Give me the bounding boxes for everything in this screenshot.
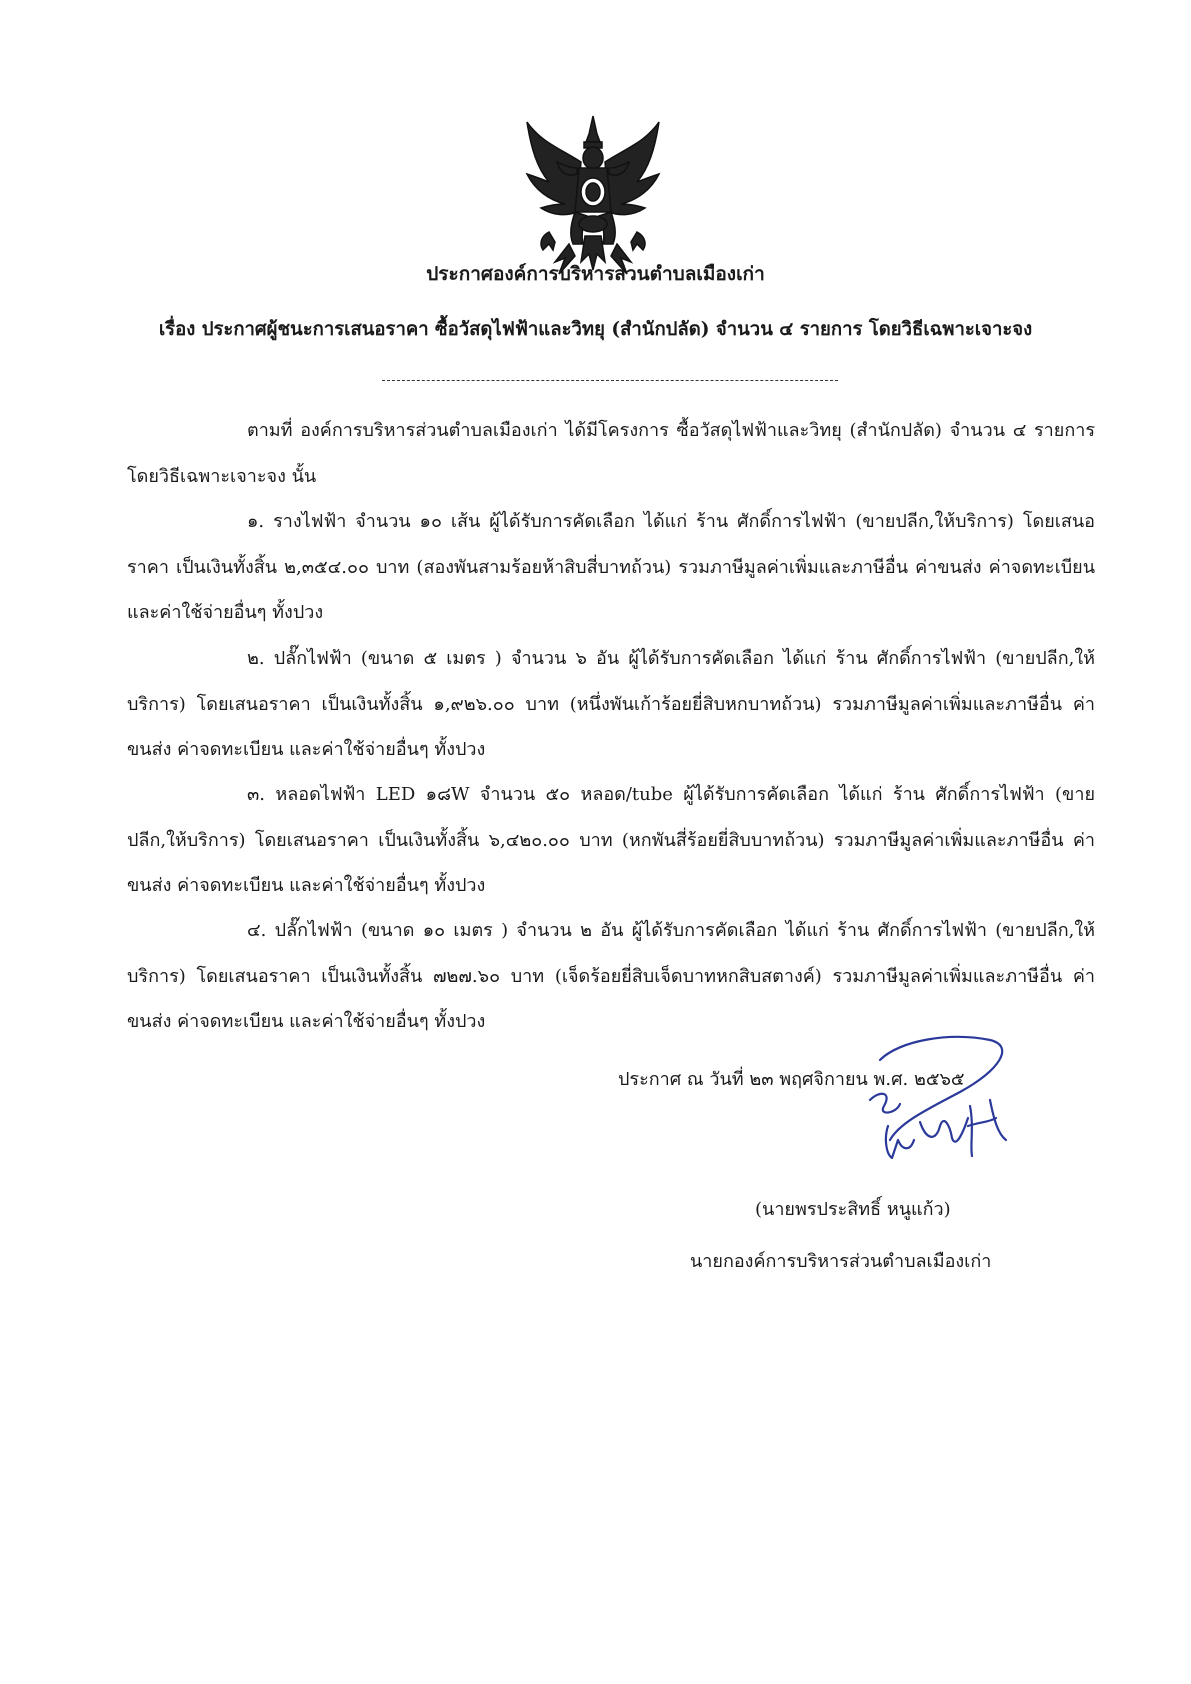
item-1-paragraph: ๑. รางไฟฟ้า จำนวน ๑๐ เส้น ผู้ได้รับการคัดเลือก ได้แก่ ร้าน ศักดิ์การไฟฟ้า (ขายปลีก,ให้บริการ) โดยเสนอราคา เป็นเงินทั้งสิ้น ๒,๓๕๔.๐๐ บาท (สองพันสามร้อยห้าสิบสี่บาทถ้วน) รวมภาษีมูลค่าเพิ่มและภาษีอื่น ค่าขนส่ง ค่าจดทะเบียน และค่าใช้จ่ายอื่นๆ ทั้งปวง [127,511,1095,623]
signer-name: (นายพรประสิทธิ์ หนูแก้ว) [755,1199,951,1220]
item-4-paragraph: ๔. ปลั๊กไฟฟ้า (ขนาด ๑๐ เมตร ) จำนวน ๒ อัน ผู้ได้รับการคัดเลือก ได้แก่ ร้าน ศักดิ์การไฟฟ้า (ขายปลีก,ให้บริการ) โดยเสนอราคา เป็นเงินทั้งสิ้น ๗๒๗.๖๐ บาท (เจ็ดร้อยยี่สิบเจ็ดบาทหกสิบสตางค์) รวมภาษีมูลค่าเพิ่มและภาษีอื่น ค่าขนส่ง ค่าจดทะเบียน และค่าใช้จ่ายอื่นๆ ทั้งปวง [127,920,1095,1032]
announce-date: ประกาศ ณ วันที่ ๒๓ พฤศจิกายน พ.ศ. ๒๕๖๕ [618,1069,965,1090]
signer-position: นายกองค์การบริหารส่วนตำบลเมืองเก่า [690,1251,992,1272]
handwritten-signature-icon [840,1030,1035,1180]
intro-paragraph: ตามที่ องค์การบริหารส่วนตำบลเมืองเก่า ได้มีโครงการ ซื้อวัสดุไฟฟ้าและวิทยุ (สำนักปลัด) จำนวน ๔ รายการ โดยวิธีเฉพาะเจาะจง นั้น [127,420,1095,487]
garuda-emblem-icon [519,112,667,280]
item-2-paragraph: ๒. ปลั๊กไฟฟ้า (ขนาด ๕ เมตร ) จำนวน ๖ อัน ผู้ได้รับการคัดเลือก ได้แก่ ร้าน ศักดิ์การไฟฟ้า (ขายปลีก,ให้บริการ) โดยเสนอราคา เป็นเงินทั้งสิ้น ๑,๙๒๖.๐๐ บาท (หนึ่งพันเก้าร้อยยี่สิบหกบาทถ้วน) รวมภาษีมูลค่าเพิ่มและภาษีอื่น ค่าขนส่ง ค่าจดทะเบียน และค่าใช้จ่ายอื่นๆ ทั้งปวง [127,648,1095,760]
announcement-title: ประกาศองค์การบริหารส่วนตำบลเมืองเก่า [426,263,765,285]
item-3-paragraph: ๓. หลอดไฟฟ้า LED ๑๘W จำนวน ๕๐ หลอด/tube ผู้ได้รับการคัดเลือก ได้แก่ ร้าน ศักดิ์การไฟฟ้า (ขายปลีก,ให้บริการ) โดยเสนอราคา เป็นเงินทั้งสิ้น ๖,๔๒๐.๐๐ บาท (หกพันสี่ร้อยยี่สิบบาทถ้วน) รวมภาษีมูลค่าเพิ่มและภาษีอื่น ค่าขนส่ง ค่าจดทะเบียน และค่าใช้จ่ายอื่นๆ ทั้งปวง [127,784,1095,896]
divider [382,380,838,381]
announcement-subject: เรื่อง ประกาศผู้ชนะการเสนอราคา ซื้อวัสดุไฟฟ้าและวิทยุ (สำนักปลัด) จำนวน ๔ รายการ โดยวิธีเฉพาะเจาะจง [158,319,1033,340]
